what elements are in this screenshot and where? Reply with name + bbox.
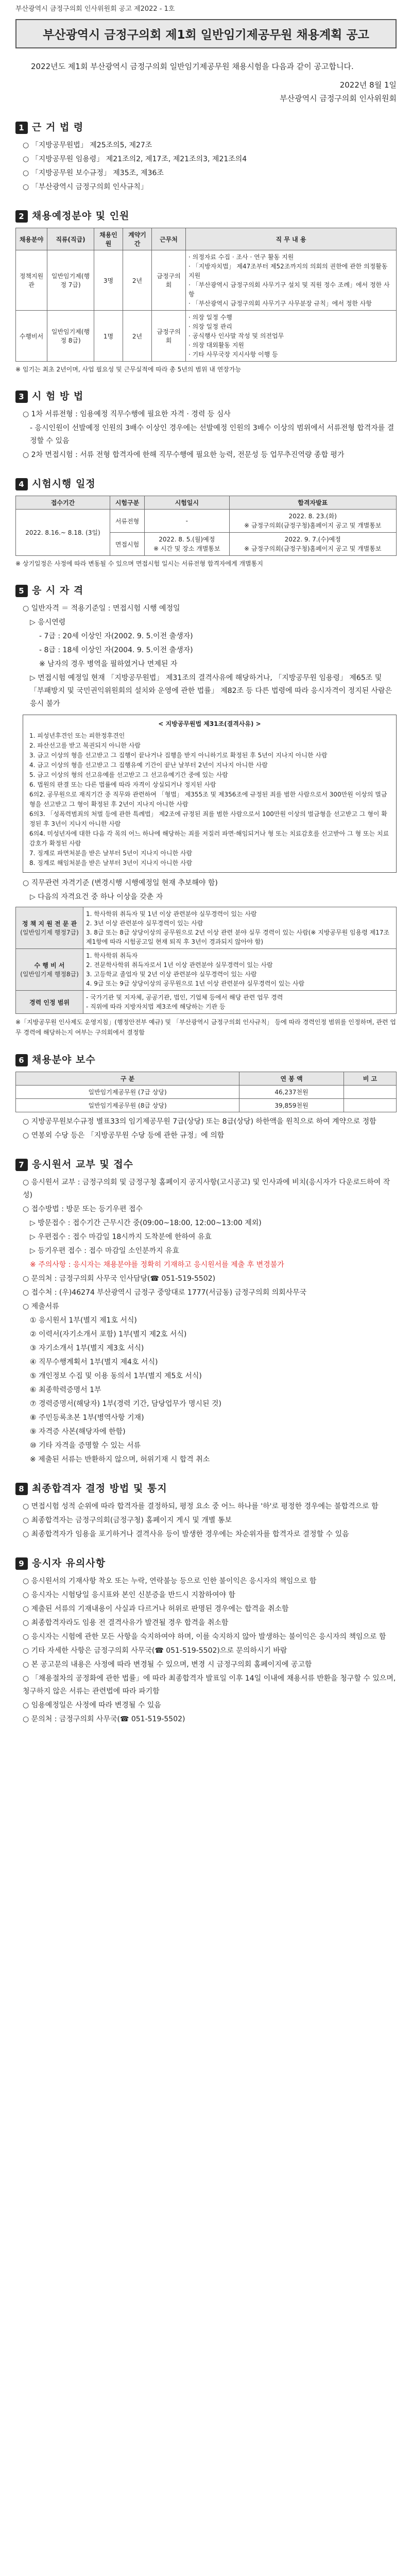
list-item: ○ 응시자는 시험에 관한 모든 사항을 숙지하여야 하며, 이를 숙지하지 않아 발생하는 불이익은 응시자의 책임으로 함 xyxy=(23,1633,386,1641)
section-title-schedule: 4 시험시행 일정 xyxy=(15,476,397,490)
list-item: ▷ 방문접수 : 접수기간 근무시간 중(09:00~18:00, 12:00~13:00 제외) xyxy=(30,1219,262,1227)
list-item: ○ 「지방공무원법」 제25조의5, 제27조 xyxy=(23,141,152,149)
list-item: ○ 제출된 서류의 기재내용이 사실과 다르거나 허위로 판명된 경우에는 합격을 취소함 xyxy=(23,1605,289,1613)
list-item: ○ 응시원서의 기재사항 착오 또는 누락, 연락불능 등으로 인한 불이익은 응시자의 책임으로 함 xyxy=(23,1577,317,1585)
notice-number: 부산광역시 금정구의회 인사위원회 공고 제2022 - 1호 xyxy=(15,5,175,13)
list-item: ⑨ 자격증 사본(해당자에 한함) xyxy=(30,1428,126,1436)
list-item: ○ 「지방공무원 임용령」 제21조의2, 제17조, 제21조의3, 제21조의4 xyxy=(23,155,247,163)
section-title-law: 1 근 거 법 령 xyxy=(15,120,397,134)
table-row: 경력 인정 범위 - 국가기관 및 지자체, 공공기관, 법인, 기업체 등에서 해당 관련 업무 경력 - 직위에 따라 지방자치법 제3조에 해당하는 기관 등 xyxy=(16,991,397,1014)
table-row: 정책지원관 일반임기제(행정 7급) 3명 2년 금정구의회 · 의정자료 수집 · 조사 · 연구 활동 지원 · 「지방자치법」 제47조부터 제52조까지의 의회의 권한에 관한 의정활동 지원 · 「부산광역시 금정구의회 사무기구 설치 및 직원 정수 조례」에서 정한 사항 · 「부산광역시 금정구의회 사무기구 사무분장 규칙」에서 정한 사항 xyxy=(16,250,397,311)
list-item: ③ 자기소개서 1부(별지 제3호 서식) xyxy=(30,1344,144,1352)
schedule-table: 접수기간 시험구분 시험일시 합격자발표 2022. 8.16.~ 8.18. (3일) 서류전형 - 2022. 8. 23.(화) ※ 금정구의회(금정구청)홈페이지 공고 및 개별통보 면접시험 2022. 8. 5.(월)예정 ※ 시간 및 장소 개별통보 2022. 9. 7.(수)예정 ※ 금정구의회(금정구청)홈페이지 공고 및 개별통보 xyxy=(15,496,397,556)
list-item: ⑧ 주민등록초본 1부(병역사항 기재) xyxy=(30,1414,144,1422)
section-title-method: 3 시 험 방 법 xyxy=(15,388,397,403)
list-item: ○ 최종합격자가 임용을 포기하거나 결격사유 등이 발생한 경우에는 차순위자를 합격자로 결정할 수 있음 xyxy=(23,1530,349,1538)
list-item: ○ 문의처 : 금정구의회 사무국 인사담당(☎ 051-519-5502) xyxy=(23,1275,216,1283)
list-item: ○ 제출서류 xyxy=(23,1302,59,1311)
table-row: 수 행 비 서 (일반임기제 행정8급) 1. 학사학위 취득자 2. 전문학사학위 취득자로서 1년 이상 관련분야 실무경력이 있는 사람 3. 고등학교 졸업자 및 2년 이상 관련분야 실무경력이 있는 사람 4. 9급 또는 9급 상당이상의 공무원으로 1년 이상 관련분야 실무경력이 있는 사람 xyxy=(16,949,397,991)
list-item: ② 이력서(자기소개서 포함) 1부(별지 제2호 서식) xyxy=(30,1330,187,1338)
list-item: ○ 기타 자세한 사항은 금정구의회 사무국(☎ 051-519-5502)으로 문의하시기 바람 xyxy=(23,1647,287,1655)
list-item: ※ 주의사항 : 응시자는 채용분야를 정확히 기재하고 응시원서를 제출 후 변경불가 xyxy=(30,1261,284,1269)
list-item: ▷ 우편접수 : 접수 마감일 18시까지 도착분에 한하여 유효 xyxy=(30,1233,212,1241)
list-item: ⑤ 개인정보 수집 및 이용 동의서 1부(별지 제5호 서식) xyxy=(30,1372,202,1380)
list-item: - 응시인원이 선발예정 인원의 3배수 이상인 경우에는 선발예정 인원의 3배수 이상의 범위에서 서류전형 합격자를 결정할 수 있음 xyxy=(30,424,394,445)
table-row: 일반임기제공무원 (7급 상당) 46,237천원 xyxy=(16,1086,397,1099)
section-title-pay: 6 채용분야 보수 xyxy=(15,1052,397,1066)
list-item: ※ 제출된 서류는 반환하지 않으며, 허위기재 시 합격 취소 xyxy=(30,1455,210,1464)
table-row: 정 책 지 원 전 문 관 (일반임기제 행정7급) 1. 학사학위 취득자 및 1년 이상 관련분야 실무경력이 있는 사람 2. 3년 이상 관련분야 실무경력이 있는 사람 3. 8급 또는 8급 상당이상의 공무원으로 2년 이상 관련 분야 실무 경력이 있는 사람(※ 지방공무원 임용령 제17조제1항에 따라 시험공고일 현재 퇴직 후 3년이 경과되지 않아야 함) xyxy=(16,907,397,949)
list-item: - 7급 : 20세 이상인 자(2002. 9. 5.이전 출생자) xyxy=(39,632,193,640)
list-item: ○ 면접시험 성적 순위에 따라 합격자를 결정하되, 평정 요소 중 어느 하나를 '하'로 평정한 경우에는 불합격으로 함 xyxy=(23,1502,379,1511)
list-item: ○ 연봉외 수당 등은 「지방공무원 수당 등에 관한 규정」에 의함 xyxy=(23,1131,225,1140)
table-row: 수행비서 일반임기제(행정 8급) 1명 2년 금정구의회 · 의장 일정 수행 · 의장 일정 관리 · 공식행사 인사말 작성 및 의전업무 · 의장 대외활동 지원 · 기타 사무국장 지시사항 이행 등 xyxy=(16,311,397,362)
list-item: ○ 직무관련 자격기준 (변경시행 시행예정일 현재 추보해야 함) xyxy=(23,879,218,887)
list-item: ○ 「채용절차의 공정화에 관한 법률」에 따라 최종합격자 발표일 이후 14일 이내에 채용서류 반환을 청구할 수 있으며, 청구하지 않은 서류는 관련법에 따라 파기함 xyxy=(23,1674,396,1696)
list-item: ⑦ 경력증명서(해당자) 1부(경력 기간, 담당업무가 명시된 것) xyxy=(30,1400,221,1408)
list-item: ○ 임용예정일은 사정에 따라 변경될 수 있음 xyxy=(23,1701,161,1709)
section-title-application: 7 응시원서 교부 및 접수 xyxy=(15,1157,397,1171)
notice-date-block xyxy=(15,78,397,105)
list-item: ○ 「지방공무원 보수규정」 제35조, 제36조 xyxy=(23,169,164,177)
list-item: ※ 남자의 경우 병역을 필하였거나 면제된 자 xyxy=(39,660,178,668)
notice-issuer: 부산광역시 금정구의회 인사위원회 xyxy=(280,94,397,103)
list-item: ○ 일반자격 ＝ 적용기준일 : 면접시험 시행 예정일 xyxy=(23,604,180,613)
section-title-recruit: 2 채용예정분야 및 인원 xyxy=(15,208,397,223)
disqualification-box: < 지방공무원법 제31조(결격사유) > 1. 피성년후견인 또는 피한정후견인 2. 파산선고를 받고 복권되지 아니한 사람 3. 금고 이상의 형을 선고받고 그 집행이 끝나거나 집행을 받지 아니하기로 확정된 후 5년이 지나지 아니한 사람 4. 금고 이상의 형을 선고받고 그 집행유예 기간이 끝난 날부터 2년이 지나지 아니한 사람 5. 금고 이상의 형의 선고유예를 선고받고 그 선고유예기간 중에 있는 사람 6. 법원의 판결 또는 다른 법률에 따라 자격이 상실되거나 정지된 사람 6의2. 공무원으로 재직기간 중 직무와 관련하여 「형법」 제355조 및 제356조에 규정된 죄를 범한 사람으로서 300만원 이상의 벌금형을 선고받고 그 형이 확정된 후 2년이 지나지 아니한 사람 6의3. 「성폭력범죄의 처벌 등에 관한 특례법」 제2조에 규정된 죄를 범한 사람으로서 100만원 이상의 벌금형을 선고받고 그 형이 확정된 후 3년이 지나지 아니한 사람 6의4. 미성년자에 대한 다음 각 목의 어느 하나에 해당하는 죄를 저질러 파면·해임되거나 형 또는 치료감호를 선고받아 그 형 또는 치료감호가 확정된 사람 7. 징계로 파면처분을 받은 날부터 5년이 지나지 아니한 사람 8. 징계로 해임처분을 받은 날부터 3년이 지나지 아니한 사람 xyxy=(23,715,397,873)
list-item: ⑥ 최종학력증명서 1부 xyxy=(30,1386,101,1394)
list-item: ▷ 면접시험 예정일 현재 「지방공무원법」 제31조의 결격사유에 해당하거나, 「지방공무원 임용령」 제65조 및 「부패방지 및 국민권익위원회의 설치와 운영에 관한 법률」 제82조 등 다른 법령에 따라 응시자격이 정지된 사람은 응시 불가 xyxy=(30,674,392,708)
list-item: ○ 최종합격자는 금정구의회(금정구청) 홈페이지 게시 및 개별 통보 xyxy=(23,1516,232,1524)
list-item: ○ 「부산광역시 금정구의회 인사규칙」 xyxy=(23,183,148,191)
schedule-note: ※ 상기일정은 사정에 따라 변동될 수 있으며 면접시험 일시는 서류전형 합격자에게 개별통지 xyxy=(15,560,263,567)
list-item: ○ 지방공무원보수규정 별표33의 임기제공무원 7급(상당) 또는 8급(상당) 하한액을 원칙으로 하여 계약으로 정함 xyxy=(23,1117,376,1126)
recruit-note: ※ 임기는 최초 2년이며, 사업 필요성 및 근무실적에 따라 총 5년의 범위 내 연장가능 xyxy=(15,366,242,373)
section-title-qualification: 5 응 시 자 격 xyxy=(15,583,397,597)
recruit-table: 채용분야 직류(직급) 채용인원 계약기간 근무처 직 무 내 용 정책지원관 일반임기제(행정 7급) 3명 2년 금정구의회 · 의정자료 수집 · 조사 · 연구 활동 지원 · 「지방자치법」 제47조부터 제52조까지의 의회의 권한에 관한 의정활동 지원 · 「부산광역시 금정구의회 사무기구 설치 및 직원 정수 조례」에서 정한 사항 · 「부산광역시 금정구의회 사무기구 사무분장 규칙」에서 정한 사항 수행비서 일반임기제(행정 8급) 1명 2년 금정구의회 · 의장 일정 수행 · 의장 일정 관리 · 공식행사 인사말 작성 및 의전업무 · 의장 대외활동 지원 · 기타 사무국장 지시사항 이행 등 xyxy=(15,228,397,362)
notice-date: 2022년 8월 1일 xyxy=(339,80,397,90)
intro-text: 2022년도 제1회 부산광역시 금정구의회 일반임기제공무원 채용시험을 다음과 같이 공고합니다. xyxy=(31,62,354,71)
list-item: ① 응시원서 1부(별지 제1호 서식) xyxy=(30,1316,137,1325)
spec-footnote: ※「지방공무원 인사제도 운영지침」(행정안전부 예규) 및 「부산광역시 금정구의회 인사규칙」 등에 따라 경력인정 범위를 인정하며, 관련 업무 경력에 해당하는지 여부는 구의회에서 결정함 xyxy=(15,1019,397,1036)
list-item: ▷ 등기우편 접수 : 접수 마감일 소인분까지 유효 xyxy=(30,1247,180,1255)
spec-table xyxy=(15,907,397,1014)
list-item: - 8급 : 18세 이상인 자(2004. 9. 5.이전 출생자) xyxy=(39,646,193,654)
list-item: ⑩ 기타 자격을 증명할 수 있는 서류 xyxy=(30,1442,141,1450)
list-item: ○ 접수방법 : 방문 또는 등기우편 접수 xyxy=(23,1205,143,1213)
list-item: ○ 2차 면접시험 : 서류 전형 합격자에 한해 직무수행에 필요한 능력, 전문성 등 업무추진역량 종합 평가 xyxy=(23,451,345,459)
list-item: ○ 문의처 : 금정구의회 사무국(☎ 051-519-5502) xyxy=(23,1715,185,1723)
section-title-final: 8 최종합격자 결정 방법 및 통지 xyxy=(15,1481,397,1495)
list-item: ○ 본 공고문의 내용은 사정에 따라 변경될 수 있으며, 변경 시 금정구의회 홈페이지에 공고함 xyxy=(23,1660,312,1669)
list-item: ○ 응시자는 시험당일 응시표와 본인 신분증을 반드시 지참하여야 함 xyxy=(23,1591,235,1599)
list-item: ④ 직무수행계획서 1부(별지 제4호 서식) xyxy=(30,1358,158,1366)
list-item: ▷ 다음의 자격요건 중 하나 이상을 갖춘 자 xyxy=(30,893,163,901)
pay-table: 구 분 연 봉 액 비 고 일반임기제공무원 (7급 상당) 46,237천원 일반임기제공무원 (8급 상당) 39,859천원 xyxy=(15,1072,397,1112)
list-item: ○ 응시원서 교부 : 금정구의회 및 금정구청 홈페이지 공지사항(고시공고) 및 인사과에 비치(응시자가 다운로드하여 작성) xyxy=(23,1178,390,1199)
table-row: 2022. 8.16.~ 8.18. (3일) 서류전형 - 2022. 8. 23.(화) ※ 금정구의회(금정구청)홈페이지 공고 및 개별통보 xyxy=(16,510,397,533)
list-item: ▷ 응시연령 xyxy=(30,618,66,626)
list-item: ○ 최종합격자라도 임용 전 결격사유가 발견될 경우 합격을 취소함 xyxy=(23,1619,229,1627)
section-title-cautions: 9 응시자 유의사항 xyxy=(15,1555,397,1570)
page-title: 부산광역시 금정구의회 제1회 일반임기제공무원 채용계획 공고 xyxy=(15,19,397,48)
list-item: ○ 1차 서류전형 : 임용예정 직무수행에 필요한 자격 · 경력 등 심사 xyxy=(23,410,231,418)
table-row: 일반임기제공무원 (8급 상당) 39,859천원 xyxy=(16,1099,397,1112)
table-row: 면접시험 2022. 8. 5.(월)예정 ※ 시간 및 장소 개별통보 2022. 9. 7.(수)예정 ※ 금정구의회(금정구청)홈페이지 공고 및 개별통보 xyxy=(16,533,397,556)
list-item: ○ 접수처 : (우)46274 부산광역시 금정구 중앙대로 1777(서금동) 금정구의회 의회사무국 xyxy=(23,1289,307,1297)
